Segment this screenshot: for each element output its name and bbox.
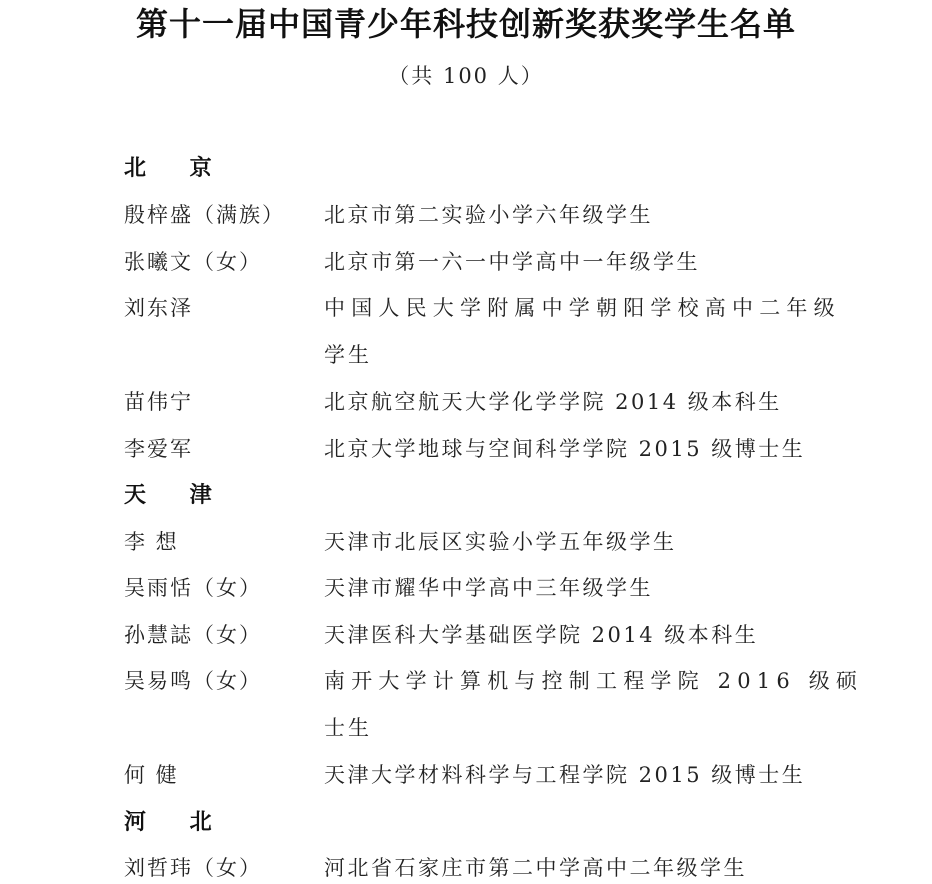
region-heading-beijing: 北 京 (124, 155, 230, 181)
student-name: 刘哲玮（女） (124, 856, 262, 880)
document-subtitle: （共 100 人） (388, 64, 544, 88)
student-name: 吴易鸣（女） (124, 669, 262, 693)
student-school: 天津医科大学基础医学院 2014 级本科生 (324, 623, 759, 647)
student-school: 北京市第二实验小学六年级学生 (324, 203, 653, 227)
student-school: 天津市北辰区实验小学五年级学生 (324, 530, 677, 554)
student-school-continuation: 学生 (324, 343, 372, 367)
student-school: 天津市耀华中学高中三年级学生 (324, 576, 653, 600)
region-heading-hebei: 河 北 (124, 809, 230, 835)
student-name: 苗伟宁 (124, 390, 193, 414)
student-school: 北京航空航天大学化学学院 2014 级本科生 (324, 390, 782, 414)
document-title: 第十一届中国青少年科技创新奖获奖学生名单 (135, 5, 796, 43)
student-school: 北京市第一六一中学高中一年级学生 (324, 250, 700, 274)
student-name: 孙慧誌（女） (124, 623, 262, 647)
student-name: 吴雨恬（女） (124, 576, 262, 600)
student-name: 刘东泽 (124, 296, 193, 320)
student-name: 张曦文（女） (124, 250, 262, 274)
student-school: 北京大学地球与空间科学学院 2015 级博士生 (324, 437, 806, 461)
student-school-continuation: 士生 (324, 716, 372, 740)
student-school-line: 南开大学计算机与控制工程学院 2016 级硕 (324, 669, 864, 693)
student-school: 河北省石家庄市第二中学高中二年级学生 (324, 856, 747, 880)
student-name: 李 想 (124, 530, 179, 554)
student-school (324, 292, 841, 371)
student-school-line: 中国人民大学附属中学朝阳学校高中二年级 (324, 296, 841, 320)
region-heading-tianjin: 天 津 (124, 482, 230, 508)
student-name: 殷梓盛（满族） (124, 203, 285, 227)
student-school (324, 665, 864, 744)
student-name: 李爱军 (124, 437, 193, 461)
student-school: 天津大学材料科学与工程学院 2015 级博士生 (324, 763, 806, 787)
student-name: 何 健 (124, 763, 179, 787)
